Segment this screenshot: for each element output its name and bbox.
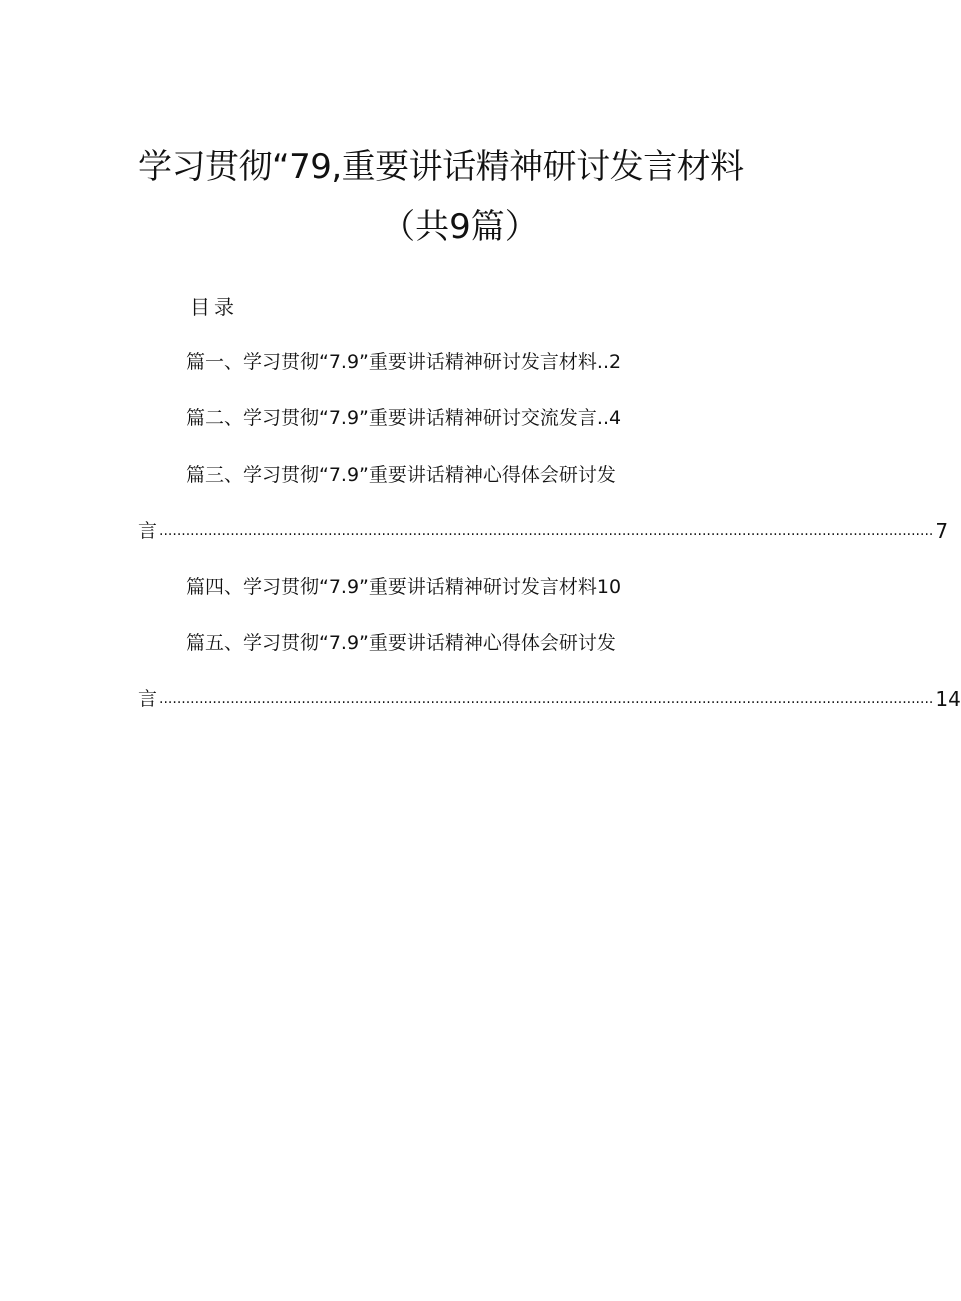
- toc-entry-4[interactable]: 篇四、学习贯彻“7.9”重要讲话精神研讨发言材料10: [186, 576, 622, 598]
- toc-entry-3-continuation[interactable]: [138, 516, 949, 546]
- toc-entry-5-continuation-text: 言: [138, 688, 158, 710]
- toc-entry-3[interactable]: 篇三、学习贯彻“7.9”重要讲话精神心得体会研讨发: [186, 464, 616, 486]
- document-title: 学习贯彻“79,重要讲话精神研讨发言材料: [138, 147, 744, 187]
- dot-leader: ..............................................................................................................................................................................: [159, 523, 934, 539]
- toc-entry-1[interactable]: 篇一、学习贯彻“7.9”重要讲话精神研讨发言材料..2: [186, 351, 622, 373]
- toc-entry-2[interactable]: 篇二、学习贯彻“7.9”重要讲话精神研讨交流发言..4: [186, 407, 622, 429]
- document-subtitle: （共9篇）: [381, 207, 539, 247]
- toc-entry-5-continuation[interactable]: [138, 684, 961, 714]
- toc-entry-3-page-number: 7: [935, 519, 949, 543]
- dot-leader: ..............................................................................................................................................................................: [159, 691, 934, 707]
- toc-entry-5[interactable]: 篇五、学习贯彻“7.9”重要讲话精神心得体会研讨发: [186, 632, 616, 654]
- toc-heading: 目录: [190, 295, 238, 319]
- toc-entry-3-continuation-text: 言: [138, 520, 158, 542]
- toc-entry-5-page-number: 14: [935, 687, 961, 711]
